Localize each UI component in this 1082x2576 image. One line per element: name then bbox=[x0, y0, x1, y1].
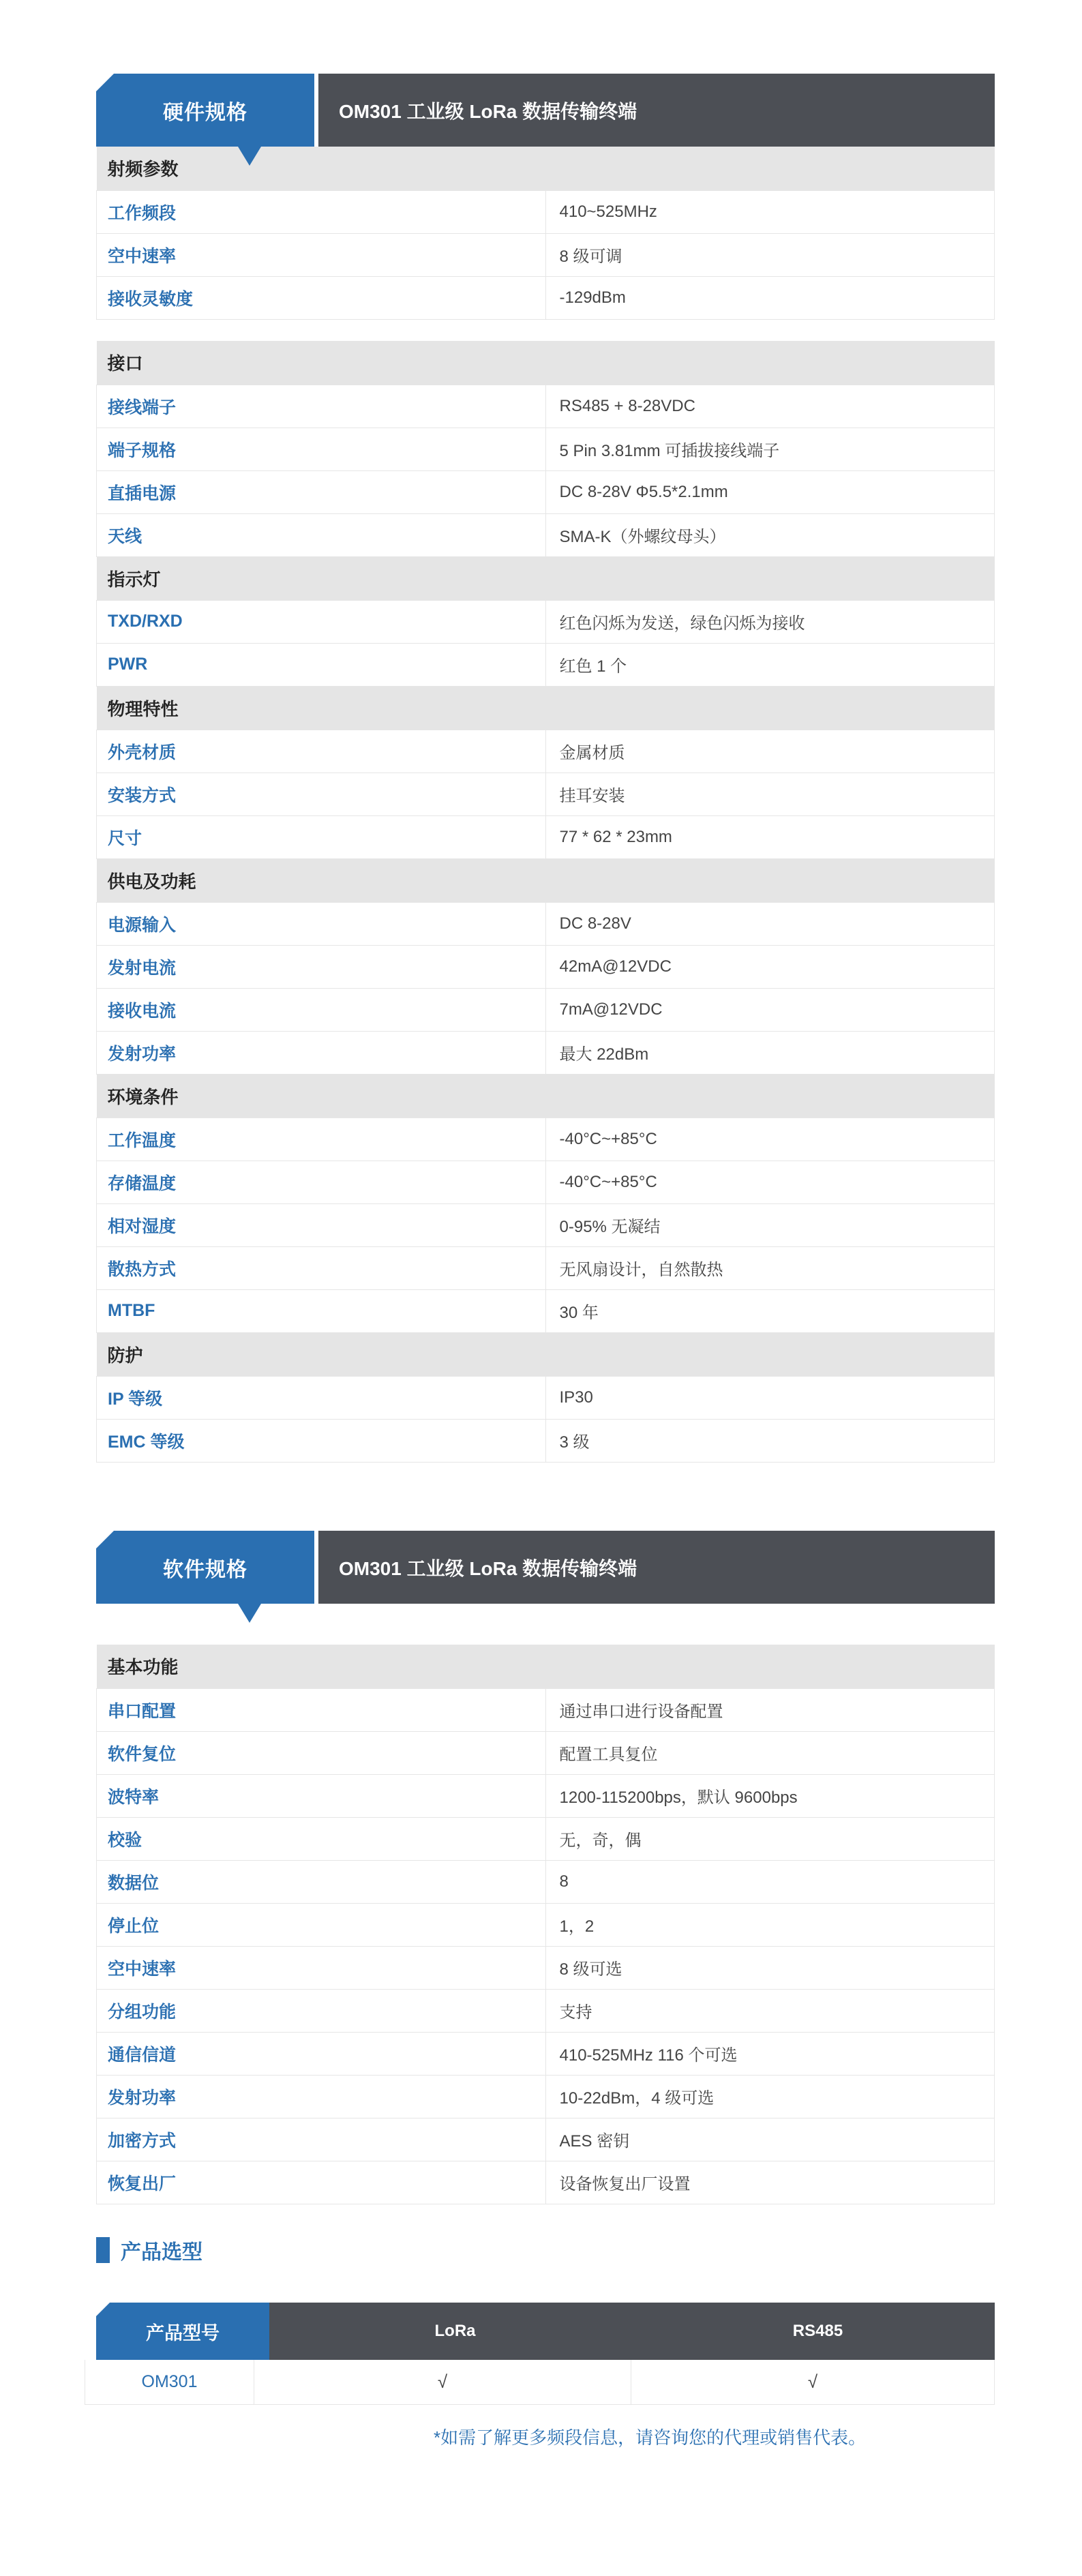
table-row bbox=[97, 1203, 995, 1246]
hardware-spec-title-text: OM301 工业级 LoRa 数据传输终端 bbox=[339, 100, 637, 122]
section-title: 环境条件 bbox=[97, 1074, 995, 1118]
selection-header-row bbox=[85, 2303, 995, 2360]
spec-value: 410~525MHz bbox=[545, 190, 995, 233]
header-model-label: 产品型号 bbox=[146, 2322, 220, 2343]
spec-key: 存储温度 bbox=[97, 1160, 546, 1203]
section-row bbox=[97, 686, 995, 730]
table-row bbox=[97, 2032, 995, 2075]
software-spec-title-text: OM301 工业级 LoRa 数据传输终端 bbox=[339, 1557, 637, 1579]
spec-key: 直插电源 bbox=[97, 470, 546, 513]
section-row bbox=[97, 147, 995, 190]
spec-key: 端子规格 bbox=[97, 428, 546, 470]
spec-value: 无，奇，偶 bbox=[545, 1817, 995, 1860]
spec-value: 8 级可调 bbox=[545, 233, 995, 276]
spec-value: -129dBm bbox=[545, 276, 995, 319]
spec-key: 接线端子 bbox=[97, 385, 546, 428]
spec-value: 7mA@12VDC bbox=[545, 988, 995, 1031]
section-row bbox=[97, 858, 995, 902]
software-spec-tab bbox=[96, 1531, 314, 1604]
spec-key: 天线 bbox=[97, 513, 546, 556]
section-title: 物理特性 bbox=[97, 686, 995, 730]
spec-key: 尺寸 bbox=[97, 815, 546, 858]
table-row bbox=[97, 1118, 995, 1160]
table-row bbox=[97, 190, 995, 233]
footnote: *如需了解更多频段信息，请咨询您的代理或销售代表。 bbox=[434, 2427, 867, 2448]
table-row bbox=[97, 1160, 995, 1203]
spec-key: 发射功率 bbox=[97, 2075, 546, 2118]
spec-key: TXD/RXD bbox=[97, 600, 546, 643]
spec-key: EMC 等级 bbox=[97, 1419, 546, 1462]
product-selection-title: 产品选型 bbox=[121, 2241, 202, 2264]
rs485-check-cell: √ bbox=[807, 2371, 818, 2392]
table-row bbox=[97, 276, 995, 319]
spec-key: 发射功率 bbox=[97, 1031, 546, 1074]
table-row bbox=[97, 1774, 995, 1817]
spec-value: 42mA@12VDC bbox=[545, 945, 995, 988]
table-row bbox=[97, 1731, 995, 1774]
spec-key: 波特率 bbox=[97, 1774, 546, 1817]
table-row bbox=[97, 2075, 995, 2118]
table-row bbox=[85, 2360, 995, 2405]
spec-key: MTBF bbox=[97, 1289, 546, 1332]
spec-key: 加密方式 bbox=[97, 2118, 546, 2161]
spec-key: 分组功能 bbox=[97, 1989, 546, 2032]
table-row bbox=[97, 1946, 995, 1989]
spec-key: 串口配置 bbox=[97, 1688, 546, 1731]
spec-value: -40°C~+85°C bbox=[545, 1118, 995, 1160]
spec-value: 5 Pin 3.81mm 可插拔接线端子 bbox=[545, 428, 995, 470]
hardware-spec-tab bbox=[96, 74, 314, 147]
table-row bbox=[97, 1246, 995, 1289]
spec-key: 空中速率 bbox=[97, 233, 546, 276]
section-row bbox=[97, 1074, 995, 1118]
spec-value: 1，2 bbox=[545, 1903, 995, 1946]
spec-key: 散热方式 bbox=[97, 1246, 546, 1289]
hardware-spec-title bbox=[318, 74, 995, 147]
product-selection-table bbox=[85, 2303, 995, 2405]
spec-value: 金属材质 bbox=[545, 730, 995, 773]
table-row bbox=[97, 233, 995, 276]
section-row bbox=[97, 1332, 995, 1376]
spec-key: 发射电流 bbox=[97, 945, 546, 988]
table-row bbox=[97, 730, 995, 773]
software-spec-header bbox=[96, 1531, 995, 1604]
software-spec-block bbox=[96, 1531, 995, 2204]
table-row bbox=[97, 643, 995, 686]
table-row bbox=[97, 470, 995, 513]
software-spec-title bbox=[318, 1531, 995, 1604]
spec-value: 3 级 bbox=[545, 1419, 995, 1462]
software-spec-tab-label: 软件规格 bbox=[163, 1558, 247, 1581]
software-spec-table bbox=[96, 1645, 995, 2204]
header-rs485 bbox=[641, 2303, 995, 2360]
heading-accent-bar bbox=[96, 2237, 110, 2263]
table-row bbox=[97, 1031, 995, 1074]
spec-key: 通信信道 bbox=[97, 2032, 546, 2075]
table-row bbox=[97, 1989, 995, 2032]
table-row bbox=[97, 1817, 995, 1860]
spec-key: 相对湿度 bbox=[97, 1203, 546, 1246]
spec-value: 支持 bbox=[545, 1989, 995, 2032]
table-row bbox=[97, 1903, 995, 1946]
spec-key: 电源输入 bbox=[97, 902, 546, 945]
table-row bbox=[97, 513, 995, 556]
spec-value: 无风扇设计，自然散热 bbox=[545, 1246, 995, 1289]
spec-value: 410-525MHz 116 个可选 bbox=[545, 2032, 995, 2075]
spec-key: 空中速率 bbox=[97, 1946, 546, 1989]
table-row bbox=[97, 600, 995, 643]
spec-value: DC 8-28V bbox=[545, 902, 995, 945]
hardware-spec-tab-label: 硬件规格 bbox=[163, 101, 247, 124]
spec-value: 77 * 62 * 23mm bbox=[545, 815, 995, 858]
hardware-spec-table bbox=[96, 147, 995, 1463]
section-row bbox=[97, 1645, 995, 1688]
spec-key: 校验 bbox=[97, 1817, 546, 1860]
model-cell: OM301 bbox=[85, 2360, 254, 2404]
spec-value: 挂耳安装 bbox=[545, 773, 995, 815]
spec-key: PWR bbox=[97, 643, 546, 686]
spec-value: 设备恢复出厂设置 bbox=[545, 2161, 995, 2204]
spec-key: IP 等级 bbox=[97, 1376, 546, 1419]
table-row bbox=[97, 1289, 995, 1332]
spec-value: RS485 + 8-28VDC bbox=[545, 385, 995, 428]
section-title: 基本功能 bbox=[97, 1645, 995, 1688]
spec-value: 红色闪烁为发送，绿色闪烁为接收 bbox=[545, 600, 995, 643]
table-row bbox=[97, 1376, 995, 1419]
spec-key: 停止位 bbox=[97, 1903, 546, 1946]
spec-key: 数据位 bbox=[97, 1860, 546, 1903]
spec-key: 工作频段 bbox=[97, 190, 546, 233]
hardware-spec-header bbox=[96, 74, 995, 147]
spec-key: 外壳材质 bbox=[97, 730, 546, 773]
table-row bbox=[97, 385, 995, 428]
spec-key: 接收电流 bbox=[97, 988, 546, 1031]
spec-value: 10-22dBm，4 级可选 bbox=[545, 2075, 995, 2118]
section-title: 防护 bbox=[97, 1332, 995, 1376]
spec-value: 1200-115200bps，默认 9600bps bbox=[545, 1774, 995, 1817]
table-row bbox=[97, 1860, 995, 1903]
spec-value: 8 级可选 bbox=[545, 1946, 995, 1989]
spec-value: 最大 22dBm bbox=[545, 1031, 995, 1074]
section-row bbox=[97, 556, 995, 600]
table-row bbox=[97, 815, 995, 858]
spec-value: SMA-K（外螺纹母头） bbox=[545, 513, 995, 556]
lora-check-cell: √ bbox=[254, 2360, 631, 2404]
spec-key: 接收灵敏度 bbox=[97, 276, 546, 319]
section-title: 指示灯 bbox=[97, 556, 995, 600]
table-row bbox=[97, 945, 995, 988]
spec-value: DC 8-28V Φ5.5*2.1mm bbox=[545, 470, 995, 513]
spec-value: IP30 bbox=[545, 1376, 995, 1419]
section-title: 供电及功耗 bbox=[97, 858, 995, 902]
table-row bbox=[97, 902, 995, 945]
header-lora bbox=[269, 2303, 641, 2360]
header-rs485-label: RS485 bbox=[792, 2322, 843, 2340]
spec-key: 工作温度 bbox=[97, 1118, 546, 1160]
product-selection-heading bbox=[96, 2236, 202, 2264]
table-row bbox=[97, 2161, 995, 2204]
spec-value: AES 密钥 bbox=[545, 2118, 995, 2161]
spec-key: 恢复出厂 bbox=[97, 2161, 546, 2204]
hardware-spec-block bbox=[96, 74, 995, 1463]
table-row bbox=[97, 1419, 995, 1462]
spec-value: 0-95% 无凝结 bbox=[545, 1203, 995, 1246]
spec-value: 30 年 bbox=[545, 1289, 995, 1332]
spec-value: 红色 1 个 bbox=[545, 643, 995, 686]
spec-value: 通过串口进行设备配置 bbox=[545, 1688, 995, 1731]
table-row bbox=[97, 988, 995, 1031]
section-title: 接口 bbox=[97, 341, 995, 385]
header-model bbox=[96, 2303, 269, 2360]
spec-value: -40°C~+85°C bbox=[545, 1160, 995, 1203]
table-row bbox=[97, 773, 995, 815]
section-row bbox=[97, 341, 995, 385]
header-lora-label: LoRa bbox=[434, 2322, 476, 2340]
spec-key: 安装方式 bbox=[97, 773, 546, 815]
spec-key: 软件复位 bbox=[97, 1731, 546, 1774]
spec-value: 配置工具复位 bbox=[545, 1731, 995, 1774]
section-title: 射频参数 bbox=[97, 147, 995, 190]
table-row bbox=[97, 1688, 995, 1731]
table-row bbox=[97, 428, 995, 470]
table-row bbox=[97, 2118, 995, 2161]
spec-value: 8 bbox=[545, 1860, 995, 1903]
